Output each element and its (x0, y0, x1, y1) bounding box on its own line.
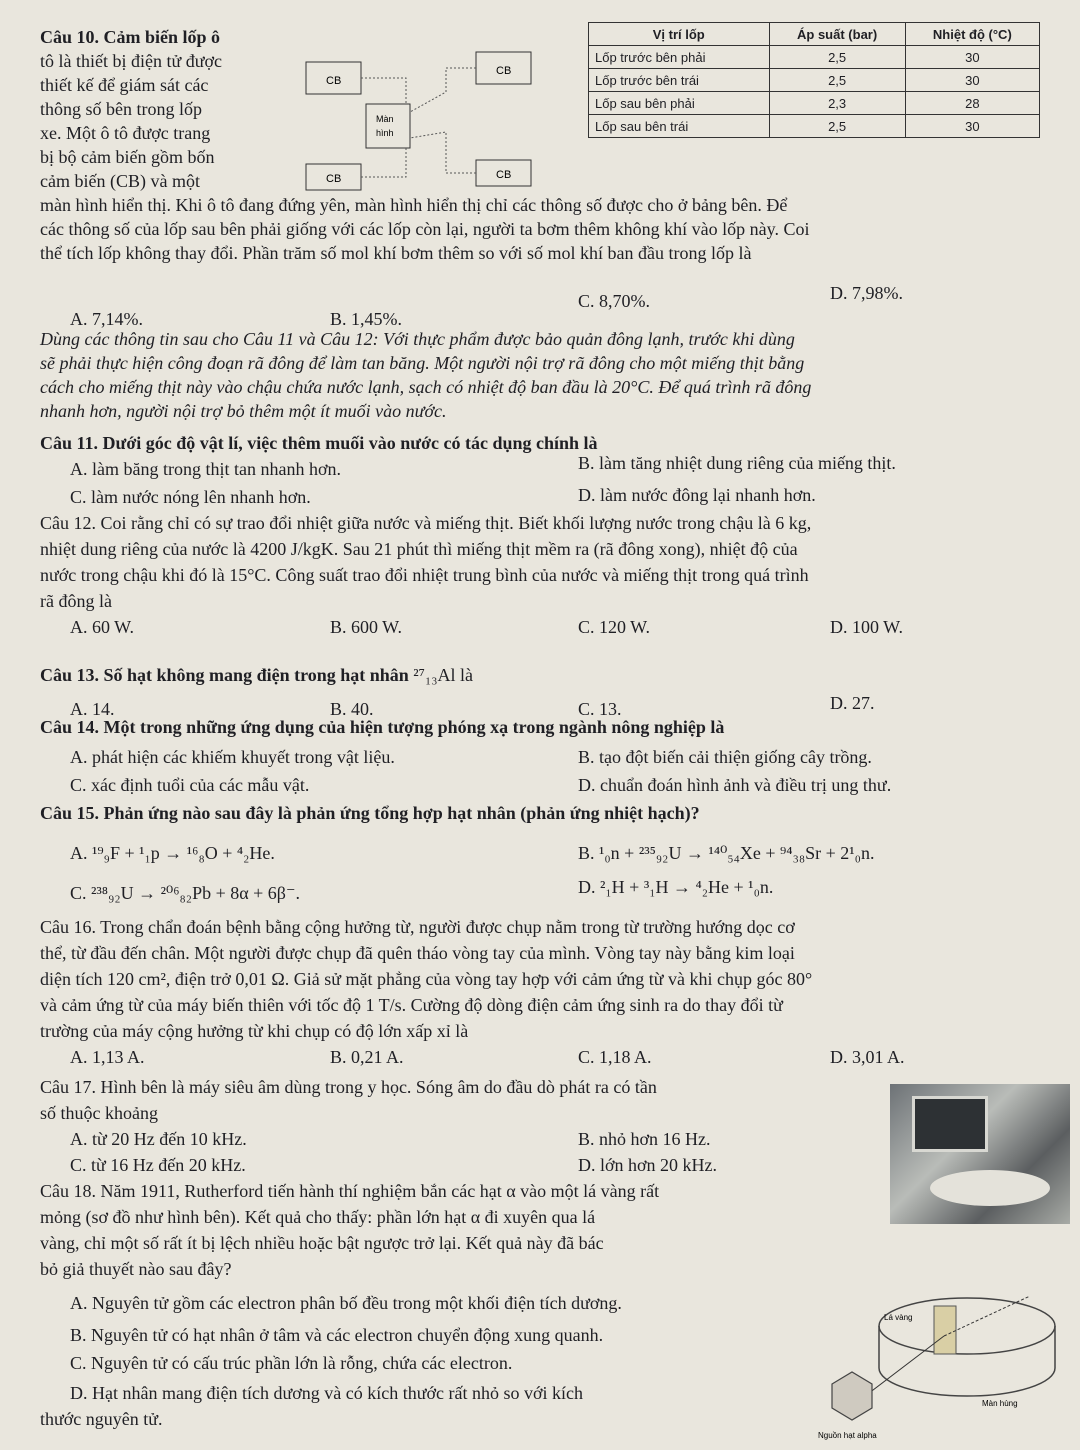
rutherford-diagram (812, 1256, 1062, 1446)
table-cell: 2,5 (769, 69, 905, 92)
table-header-row (589, 23, 1040, 46)
q15-option-a: A. ¹⁹₉F + ¹₁p → ¹⁶₈O + ⁴₂He. (70, 843, 275, 863)
q17-option-b: B. nhỏ hơn 16 Hz. (578, 1129, 711, 1149)
table-header-cell: Áp suất (bar) (769, 23, 905, 46)
intro-line-4: nhanh hơn, người nội trợ bỏ thêm một ít muối vào nước. (40, 401, 447, 421)
q11-option-a: A. làm băng trong thịt tan nhanh hơn. (70, 459, 341, 479)
q15-option-b: B. ¹₀n + ²³⁵₉₂U → ¹⁴⁰₅₄Xe + ⁹⁴₃₈Sr + 2¹₀n. (578, 843, 875, 863)
q17-line-1: Câu 17. Hình bên là máy siêu âm dùng trong y học. Sóng âm do đầu dò phát ra có tần (40, 1077, 657, 1097)
q10-body-2: các thông số của lốp sau bên phải giống với các lốp còn lại, người ta bơm thêm không khí vào lốp này. Coi (40, 219, 810, 239)
table-cell: Lốp sau bên phải (589, 92, 770, 115)
q16-option-b: B. 0,21 A. (330, 1047, 404, 1067)
q12-option-c: C. 120 W. (578, 617, 651, 637)
screen-label: Màn hùng (982, 1399, 1018, 1408)
q12-line-1: Câu 12. Coi rằng chỉ có sự trao đổi nhiệt giữa nước và miếng thịt. Biết khối lượng nước trong chậu là 6 kg, (40, 513, 812, 533)
q18-line-2: mỏng (sơ đồ như hình bên). Kết quả cho thấy: phần lớn hạt α đi xuyên qua lá (40, 1207, 596, 1227)
q11-stem: Câu 11. Dưới góc độ vật lí, việc thêm muối vào nước có tác dụng chính là (40, 433, 598, 453)
table-cell: Lốp trước bên phải (589, 46, 770, 69)
table-cell: 30 (905, 115, 1039, 138)
q10-option-c: C. 8,70%. (578, 291, 650, 311)
q17-option-a: A. từ 20 Hz đến 10 kHz. (70, 1129, 247, 1149)
foil-label: Lá vàng (884, 1313, 913, 1322)
gold-foil (934, 1306, 956, 1354)
q18-option-d-cont: thước nguyên tử. (40, 1409, 163, 1429)
q15-stem: Câu 15. Phản ứng nào sau đây là phản ứng tổng hợp hạt nhân (phản ứng nhiệt hạch)? (40, 803, 700, 823)
q14-stem: Câu 14. Một trong những ứng dụng của hiện tượng phóng xạ trong ngành nông nghiệp là (40, 717, 725, 737)
table-header-cell: Vị trí lốp (589, 23, 770, 46)
table-row (589, 46, 1040, 69)
q16-line-2: thể, từ đầu đến chân. Một người được chụp đã quên tháo vòng tay của mình. Vòng tay này bằng kim loại (40, 943, 795, 963)
ultrasound-machine-photo (890, 1084, 1070, 1224)
q15-option-d: D. ²₁H + ³₁H → ⁴₂He + ¹₀n. (578, 877, 774, 897)
q12-line-4: rã đông là (40, 591, 112, 611)
table-cell: Lốp sau bên trái (589, 115, 770, 138)
q16-line-1: Câu 16. Trong chẩn đoán bệnh bằng cộng hưởng từ, người được chụp nằm trong từ trường hướng dọc cơ (40, 917, 795, 937)
table-row (589, 69, 1040, 92)
q10-option-d: D. 7,98%. (830, 283, 903, 303)
cb-label-1: CB (326, 75, 342, 87)
q13-nuclide: ²⁷₁₃Al (413, 665, 456, 685)
detector-screen-side (879, 1326, 1055, 1396)
cb-label-2: CB (496, 65, 512, 77)
table-cell: 30 (905, 46, 1039, 69)
q16-option-c: C. 1,18 A. (578, 1047, 652, 1067)
q13-stem: Câu 13. Số hạt không mang điện trong hạt nhân (40, 665, 409, 685)
q17-line-2: số thuộc khoảng (40, 1103, 158, 1123)
table-cell: 2,3 (769, 92, 905, 115)
table-cell: 30 (905, 69, 1039, 92)
q18-line-1: Câu 18. Năm 1911, Rutherford tiến hành thí nghiệm bắn các hạt α vào một lá vàng rất (40, 1181, 660, 1201)
intro-line-1: Dùng các thông tin sau cho Câu 11 và Câu 12: Với thực phẩm được bảo quản đông lạnh, trước khi dùng (40, 329, 795, 349)
q10-body-3: thể tích lốp không thay đổi. Phần trăm số mol khí bơm thêm so với số mol khí ban đầu trong lốp là (40, 243, 752, 263)
q12-option-d: D. 100 W. (830, 617, 904, 637)
q18-option-a: A. Nguyên tử gồm các electron phân bố đều trong một khối điện tích dương. (70, 1293, 622, 1313)
q10-line-1: Câu 10. Cảm biến lốp ô (40, 27, 221, 47)
table-cell: Lốp trước bên trái (589, 69, 770, 92)
q10-option-b: B. 1,45%. (330, 309, 402, 329)
table-cell: 28 (905, 92, 1039, 115)
detector-screen-top (879, 1298, 1055, 1354)
q13-option-a: A. 14. (70, 699, 115, 719)
table-row (589, 115, 1040, 138)
ultrasound-screen (912, 1096, 988, 1152)
q13-option-d: D. 27. (830, 693, 875, 713)
q12-line-2: nhiệt dung riêng của nước là 4200 J/kgK. Sau 21 phút thì miếng thịt mềm ra (rã đông xong), nhiệt độ của (40, 539, 798, 559)
tyre-data-table (588, 22, 1040, 138)
screen-box (366, 104, 410, 148)
q10-line-7: cảm biến (CB) và một (40, 171, 200, 191)
q18-option-d: D. Hạt nhân mang điện tích dương và có kích thước rất nhỏ so với kích (70, 1383, 583, 1403)
q18-option-c: C. Nguyên tử có cấu trúc phần lớn là rỗng, chứa các electron. (70, 1353, 513, 1373)
q18-line-4: bỏ giả thuyết nào sau đây? (40, 1259, 232, 1279)
q12-line-3: nước trong chậu khi đó là 15°C. Công suất trao đổi nhiệt trung bình của nước và miếng thịt trong quá trình (40, 565, 809, 585)
q10-body-1: màn hình hiển thị. Khi ô tô đang đứng yên, màn hình hiển thị chỉ các thông số được cho ở bảng bên. Để (40, 195, 788, 215)
q16-line-5: trường của máy cộng hưởng từ khi chụp có độ lớn xấp xỉ là (40, 1021, 469, 1041)
q13-tail: là (460, 665, 474, 685)
alpha-beam-through (944, 1296, 1030, 1336)
table-cell: 2,5 (769, 115, 905, 138)
tyre-sensor-diagram (296, 42, 546, 192)
source-label: Nguồn hạt alpha (818, 1431, 877, 1440)
ultrasound-console (930, 1170, 1050, 1206)
q14-option-d: D. chuẩn đoán hình ảnh và điều trị ung thư. (578, 775, 892, 795)
alpha-source (832, 1372, 872, 1420)
q12-option-a: A. 60 W. (70, 617, 135, 637)
q16-option-d: D. 3,01 A. (830, 1047, 905, 1067)
q14-option-b: B. tạo đột biến cải thiện giống cây trồng. (578, 747, 872, 767)
q13-stem-row (40, 664, 473, 686)
q10-line-2: tô là thiết bị điện tử được (40, 51, 222, 71)
q16-line-4: và cảm ứng từ của máy biến thiên với tốc độ 1 T/s. Cường độ dòng điện cảm ứng sinh ra do thay đổi từ (40, 995, 783, 1015)
q15-option-c: C. ²³⁸₉₂U → ²⁰⁶₈₂Pb + 8α + 6β⁻. (70, 883, 300, 903)
q13-option-b: B. 40. (330, 699, 374, 719)
table-cell: 2,5 (769, 46, 905, 69)
q12-option-b: B. 600 W. (330, 617, 403, 637)
q13-option-c: C. 13. (578, 699, 622, 719)
q11-option-b: B. làm tăng nhiệt dung riêng của miếng thịt. (578, 453, 896, 473)
intro-line-2: sẽ phải thực hiện công đoạn rã đông để làm tan băng. Một người nội trợ rã đông cho một miếng thịt bằng (40, 353, 805, 373)
q16-option-a: A. 1,13 A. (70, 1047, 145, 1067)
q17-option-d: D. lớn hơn 20 kHz. (578, 1155, 718, 1175)
q10-line-4: thông số bên trong lốp (40, 99, 202, 119)
q14-option-c: C. xác định tuổi của các mẫu vật. (70, 775, 310, 795)
q14-option-a: A. phát hiện các khiếm khuyết trong vật liệu. (70, 747, 395, 767)
cb-label-3: CB (326, 173, 342, 185)
table-row (589, 92, 1040, 115)
q10-line-6: bị bộ cảm biến gồm bốn (40, 147, 215, 167)
q16-line-3: diện tích 120 cm², điện trở 0,01 Ω. Giả sử mặt phẳng của vòng tay hợp với cảm ứng từ và khi chụp góc 80° (40, 969, 813, 989)
q18-line-3: vàng, chỉ một số rất ít bị lệch nhiều hoặc bật ngược trở lại. Kết quả này đã bác (40, 1233, 604, 1253)
screen-label-1: Màn (376, 114, 394, 124)
table-header-cell: Nhiệt độ (°C) (905, 23, 1039, 46)
intro-line-3: cách cho miếng thịt này vào chậu chứa nước lạnh, sạch có nhiệt độ ban đầu là 20°C. Để quá trình rã đông (40, 377, 812, 397)
q17-option-c: C. từ 16 Hz đến 20 kHz. (70, 1155, 246, 1175)
cb-label-4: CB (496, 169, 512, 181)
q18-option-b: B. Nguyên tử có hạt nhân ở tâm và các electron chuyển động xung quanh. (70, 1325, 604, 1345)
q10-line-3: thiết kế để giám sát các (40, 75, 209, 95)
q10-option-a: A. 7,14%. (70, 309, 143, 329)
q10-line-5: xe. Một ô tô được trang (40, 123, 211, 143)
q11-option-d: D. làm nước đông lại nhanh hơn. (578, 485, 816, 505)
screen-label-2: hình (376, 128, 394, 138)
q11-option-c: C. làm nước nóng lên nhanh hơn. (70, 487, 311, 507)
